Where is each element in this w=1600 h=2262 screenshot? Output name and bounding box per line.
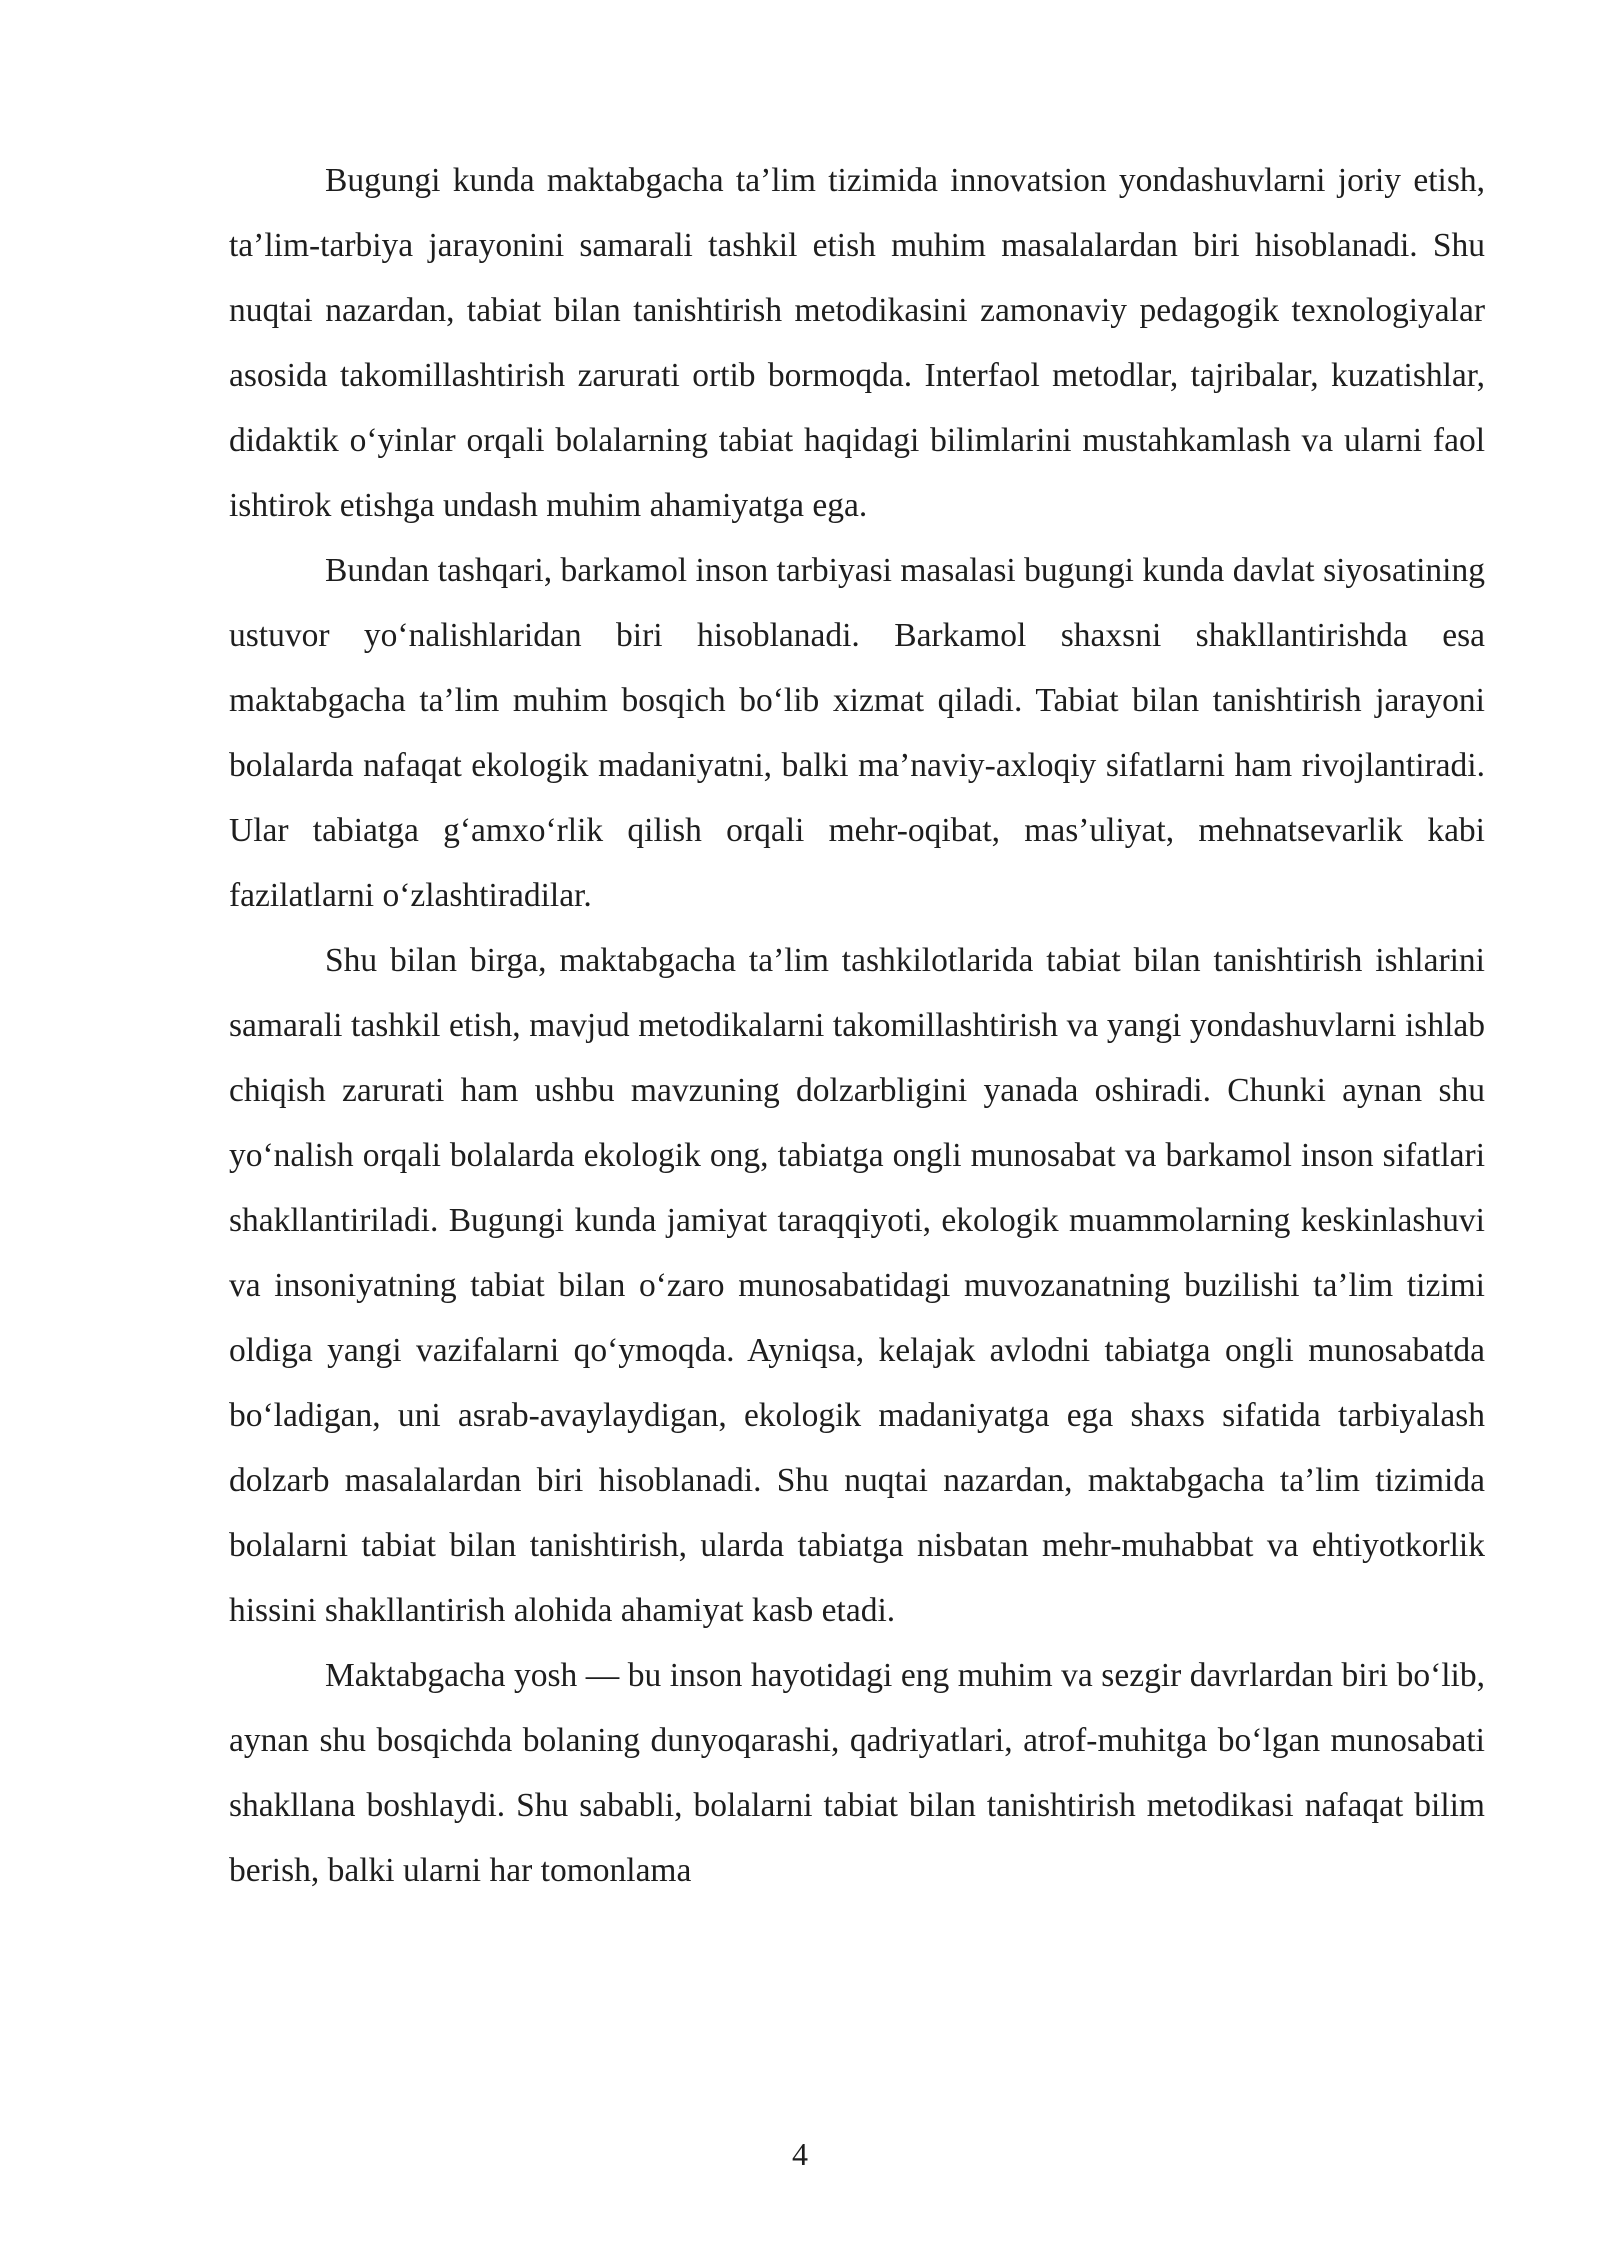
paragraph-4: Maktabgacha yosh — bu inson hayotidagi eng muhim va sezgir davrlardan biri bo‘lib, aynan shu bosqichda bolaning dunyoqarashi, qadriyatlari, atrof-muhitga bo‘lgan munosabati shakllana boshlaydi. Shu sababli, bolalarni tabiat bilan tanishtirish metodikasi nafaqat bilim berish, balki ularni har tomonlama [229, 1657, 1485, 1889]
paragraph-1: Bugungi kunda maktabgacha ta’lim tizimida innovatsion yondashuvlarni joriy etish, ta’lim-tarbiya jarayonini samarali tashkil etish muhim masalalardan biri hisoblanadi. Shu nuqtai nazardan, tabiat bilan tanishtirish metodikasini zamonaviy pedagogik texnologiyalar asosida takomillashtirish zarurati ortib bormoqda. Interfaol metodlar, tajribalar, kuzatishlar, didaktik o‘yinlar orqali bolalarning tabiat haqidagi bilimlarini mustahkamlash va ularni faol ishtirok etishga undash muhim ahamiyatga ega. [229, 162, 1485, 524]
body-text [229, 148, 1485, 1903]
paragraph-2: Bundan tashqari, barkamol inson tarbiyasi masalasi bugungi kunda davlat siyosatining ustuvor yo‘nalishlaridan biri hisoblanadi. Barkamol shaxsni shakllantirishda esa maktabgacha ta’lim muhim bosqich bo‘lib xizmat qiladi. Tabiat bilan tanishtirish jarayoni bolalarda nafaqat ekologik madaniyatni, balki ma’naviy-axloqiy sifatlarni ham rivojlantiradi. Ular tabiatga g‘amxo‘rlik qilish orqali mehr-oqibat, mas’uliyat, mehnatsevarlik kabi fazilatlarni o‘zlashtiradilar. [229, 552, 1485, 914]
paragraph-3: Shu bilan birga, maktabgacha ta’lim tashkilotlarida tabiat bilan tanishtirish ishlarini samarali tashkil etish, mavjud metodikalarni takomillashtirish va yangi yondashuvlarni ishlab chiqish zarurati ham ushbu mavzuning dolzarbligini yanada oshiradi. Chunki aynan shu yo‘nalish orqali bolalarda ekologik ong, tabiatga ongli munosabat va barkamol inson sifatlari shakllantiriladi. Bugungi kunda jamiyat taraqqiyoti, ekologik muammolarning keskinlashuvi va insoniyatning tabiat bilan o‘zaro munosabatidagi muvozanatning buzilishi ta’lim tizimi oldiga yangi vazifalarni qo‘ymoqda. Ayniqsa, kelajak avlodni tabiatga ongli munosabatda bo‘ladigan, uni asrab-avaylaydigan, ekologik madaniyatga ega shaxs sifatida tarbiyalash dolzarb masalalardan biri hisoblanadi. Shu nuqtai nazardan, maktabgacha ta’lim tizimida bolalarni tabiat bilan tanishtirish, ularda tabiatga nisbatan mehr-muhabbat va ehtiyotkorlik hissini shakllantirish alohida ahamiyat kasb etadi. [229, 942, 1485, 1629]
page-number: 4 [792, 2136, 808, 2172]
